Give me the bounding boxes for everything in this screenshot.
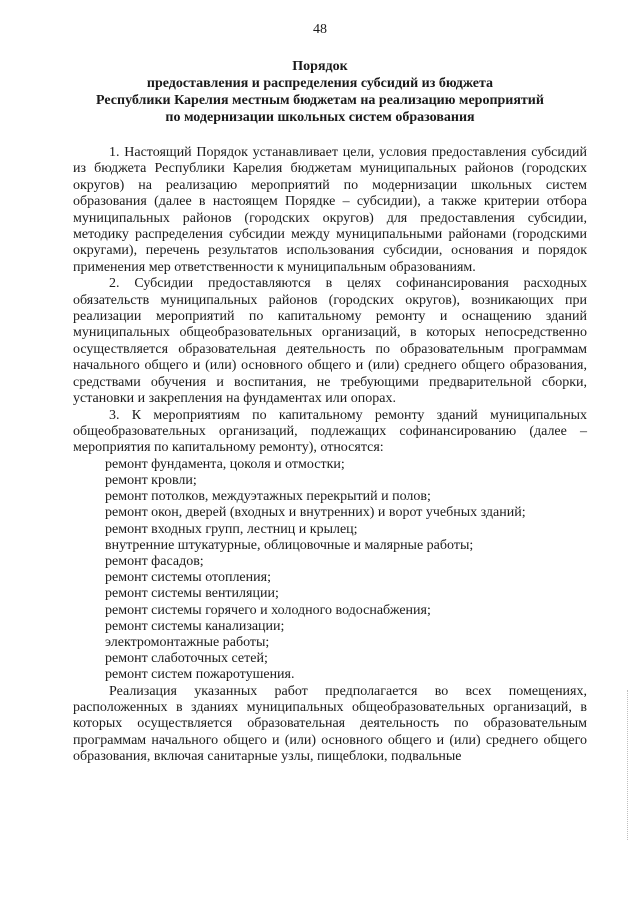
list-item: ремонт системы отопления; <box>105 570 271 586</box>
repair-works-list <box>73 457 587 684</box>
paragraph-4: Реализация указанных работ предполагается во всех помещениях, расположенных в зданиях муниципальных общеобразовательных организаций, в которых осуществляется образовательная деятельность по образовательным программам начального общего и (или) основного общего и (или) среднего общего образования, включая санитарные узлы, пищеблоки, подвальные <box>73 683 587 765</box>
title-line-2: предоставления и распределения субсидий из бюджета <box>146 76 494 91</box>
paragraph-1: 1. Настоящий Порядок устанавливает цели, условия предоставления субсидий из бюджета Республики Карелия бюджетам муниципальных районов (городских округов) на реализацию мероприятий по модернизации школьных систем образования (далее в настоящем Порядке – субсидии), а также критерии отбора муниципальных районов (городских округов) для предоставления субсидии, методику распределения субсидии между муниципальными районами (городскими округами), перечень результатов использования субсидии, основания и порядок применения мер ответственности к муниципальным образованиям. <box>73 145 587 275</box>
paragraph-3: 3. К мероприятиям по капитальному ремонту зданий муниципальных общеобразовательных организаций, подлежащих софинансированию (далее – мероприятия по капитальному ремонту), относятся: <box>73 407 587 456</box>
page-number: 48 <box>313 22 327 37</box>
list-item: ремонт окон, дверей (входных и внутренних) и ворот учебных зданий; <box>105 505 526 521</box>
document-body <box>73 145 587 766</box>
list-item: ремонт систем пожаротушения. <box>105 667 295 683</box>
scan-edge-mark <box>626 690 628 840</box>
list-item: ремонт системы горячего и холодного водоснабжения; <box>105 602 431 618</box>
list-item: ремонт потолков, междуэтажных перекрытий и полов; <box>105 489 431 505</box>
title-line-1: Порядок <box>292 59 348 74</box>
list-item: ремонт фасадов; <box>105 553 204 569</box>
list-item: ремонт фундамента, цоколя и отмостки; <box>105 456 345 472</box>
list-item: ремонт системы канализации; <box>105 618 285 634</box>
list-item: ремонт кровли; <box>105 472 197 488</box>
list-item: электромонтажные работы; <box>105 634 270 650</box>
paragraph-2: 2. Субсидии предоставляются в целях софинансирования расходных обязательств муниципальных районов (городских округов), возникающих при реализации мероприятий по капитальному ремонту и оснащению зданий муниципальных общеобразовательных организаций, в которых непосредственно осуществляется образовательная деятельность по образовательным программам начального общего и (или) основного общего и (или) среднего общего образования, средствами обучения и воспитания, не требующими предварительной сборки, установки и закрепления на фундаментах или опорах. <box>73 276 587 407</box>
title-line-4: по модернизации школьных систем образования <box>165 110 475 125</box>
list-item: внутренние штукатурные, облицовочные и малярные работы; <box>105 537 474 553</box>
document-title <box>60 58 580 126</box>
list-item: ремонт слаботочных сетей; <box>105 651 268 667</box>
list-item: ремонт системы вентиляции; <box>105 586 279 602</box>
title-line-3: Республики Карелия местным бюджетам на реализацию мероприятий <box>96 93 544 108</box>
list-item: ремонт входных групп, лестниц и крылец; <box>105 521 358 537</box>
